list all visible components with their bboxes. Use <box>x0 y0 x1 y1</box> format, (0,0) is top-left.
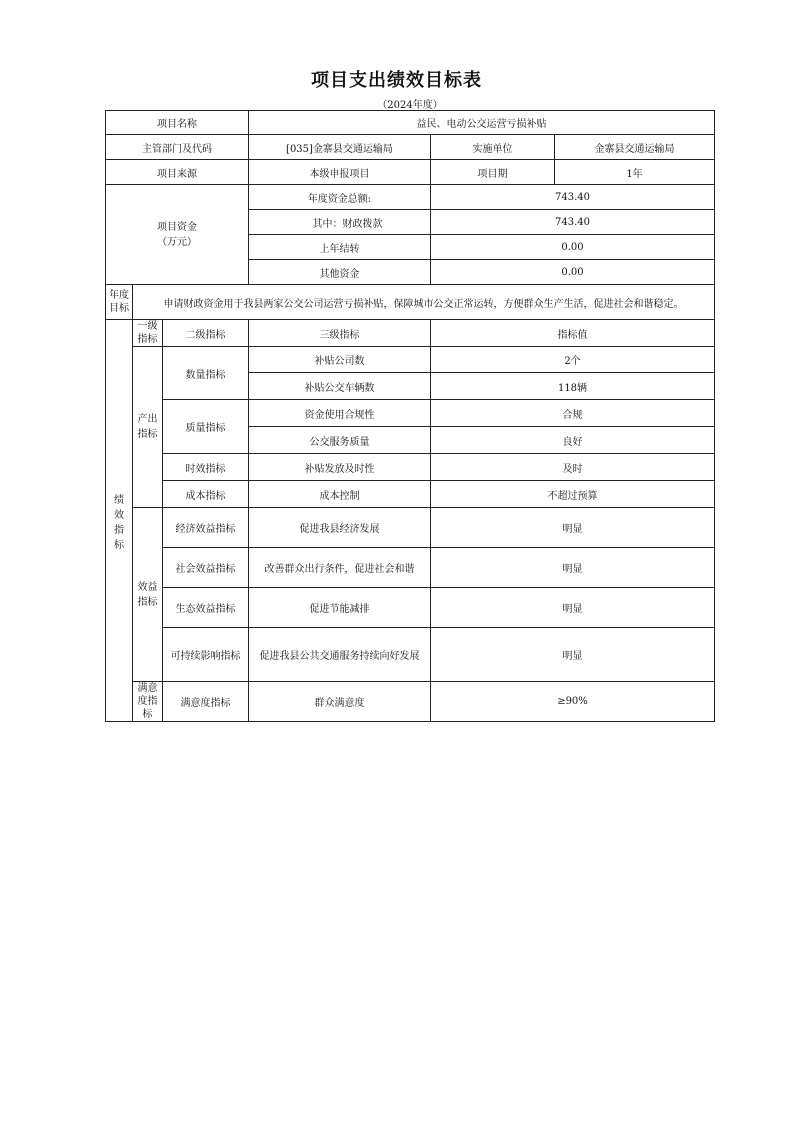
project-funds-label-line1: 项目资金 <box>157 221 197 233</box>
other-funds-label: 其他资金 <box>249 260 431 285</box>
social-benefit-label: 社会效益指标 <box>163 548 249 588</box>
cost-indicators-label: 成本指标 <box>163 481 249 508</box>
source-row <box>106 160 715 185</box>
indicator-name: 公交服务质量 <box>249 427 431 454</box>
indicator-value: 合规 <box>431 400 715 427</box>
indicator-value: 明显 <box>431 588 715 628</box>
indicator-value: ≥90% <box>431 682 715 722</box>
economic-benefit-label: 经济效益指标 <box>163 508 249 548</box>
annual-goal-label-line1: 年度 <box>109 290 129 301</box>
department-value: [035]金寨县交通运输局 <box>249 135 431 160</box>
annual-total-value: 743.40 <box>431 185 715 210</box>
other-funds-value: 0.00 <box>431 260 715 285</box>
annual-goal-label <box>106 285 133 320</box>
performance-target-table <box>105 110 715 722</box>
indicator-value: 明显 <box>431 508 715 548</box>
level1-header-line1: 一级 <box>137 321 158 332</box>
annual-goal-label-line2: 目标 <box>109 303 129 314</box>
indicator-name: 促进节能减排 <box>249 588 431 628</box>
sustainability-label: 可持续影响指标 <box>163 628 249 682</box>
indicator-name: 补贴公司数 <box>249 347 431 373</box>
indicator-value: 及时 <box>431 454 715 481</box>
indicator-value: 明显 <box>431 548 715 588</box>
indicator-name: 补贴公交车辆数 <box>249 373 431 400</box>
carryover-value: 0.00 <box>431 235 715 260</box>
project-name-row <box>106 111 715 135</box>
implementing-unit-value: 金寨县交通运输局 <box>555 135 715 160</box>
benefit-indicators-label <box>133 508 163 682</box>
ecological-benefit-label: 生态效益指标 <box>163 588 249 628</box>
annual-total-label: 年度资金总额: <box>249 185 431 210</box>
level2-header: 二级指标 <box>163 320 249 347</box>
implementing-unit-label: 实施单位 <box>431 135 555 160</box>
indicator-name: 促进我县经济发展 <box>249 508 431 548</box>
project-source-label: 项目来源 <box>106 160 249 185</box>
indicator-row <box>106 548 715 588</box>
project-name-label: 项目名称 <box>106 111 249 135</box>
indicator-name: 成本控制 <box>249 481 431 508</box>
project-period-label: 项目期 <box>431 160 555 185</box>
satisfaction-label-line2: 度指 <box>137 696 158 707</box>
quantity-indicators-label: 数量指标 <box>163 347 249 400</box>
annual-goal-text: 申请财政资金用于我县两家公交公司运营亏损补贴，保障城市公交正常运转，方便群众生产生活，促进社会和谐稳定。 <box>133 285 715 320</box>
satisfaction-level2-label: 满意度指标 <box>163 682 249 722</box>
department-label: 主管部门及代码 <box>106 135 249 160</box>
project-source-value: 本级申报项目 <box>249 160 431 185</box>
indicator-name: 改善群众出行条件，促进社会和谐 <box>249 548 431 588</box>
indicator-value: 良好 <box>431 427 715 454</box>
indicator-value: 2个 <box>431 347 715 373</box>
indicator-header-row <box>106 320 715 347</box>
indicator-row <box>106 588 715 628</box>
performance-indicators-label <box>106 320 133 722</box>
project-name-value: 益民、电动公交运营亏损补贴 <box>249 111 715 135</box>
satisfaction-label-line3: 标 <box>142 709 153 720</box>
indicator-row <box>106 628 715 682</box>
quality-indicators-label: 质量指标 <box>163 400 249 454</box>
indicator-value: 明显 <box>431 628 715 682</box>
indicator-value: 118辆 <box>431 373 715 400</box>
performance-indicators-label-text: 绩 效 指 标 <box>114 494 124 551</box>
indicator-row <box>106 400 715 427</box>
annual-goal-row <box>106 285 715 320</box>
indicator-row <box>106 682 715 722</box>
indicator-row <box>106 508 715 548</box>
output-indicators-label-line2: 指标 <box>137 429 158 440</box>
output-indicators-label <box>133 347 163 508</box>
indicator-row <box>106 454 715 481</box>
benefit-indicators-label-line2: 指标 <box>137 596 158 608</box>
level3-header: 三级指标 <box>249 320 431 347</box>
indicator-value: 不超过预算 <box>431 481 715 508</box>
project-funds-label <box>106 185 249 285</box>
project-period-value: 1年 <box>555 160 715 185</box>
page-title: 项目支出绩效目标表 <box>311 70 482 91</box>
indicator-name: 资金使用合规性 <box>249 400 431 427</box>
fiscal-allocation-value: 743.40 <box>431 210 715 235</box>
funds-total-row <box>106 185 715 210</box>
indicator-name: 补贴发放及时性 <box>249 454 431 481</box>
department-row <box>106 135 715 160</box>
fiscal-allocation-label: 其中：财政拨款 <box>249 210 431 235</box>
satisfaction-level1-label <box>133 682 163 722</box>
level1-header-line2: 指标 <box>137 334 158 345</box>
benefit-indicators-label-line1: 效益 <box>137 581 158 593</box>
indicator-name: 促进我县公共交通服务持续向好发展 <box>249 628 431 682</box>
carryover-label: 上年结转 <box>249 235 431 260</box>
indicator-value-header: 指标值 <box>431 320 715 347</box>
output-indicators-label-line1: 产出 <box>137 414 158 425</box>
indicator-name: 群众满意度 <box>249 682 431 722</box>
indicator-row <box>106 481 715 508</box>
level1-header <box>133 320 163 347</box>
indicator-row <box>106 347 715 373</box>
satisfaction-label-line1: 满意 <box>137 683 158 694</box>
project-funds-label-line2: （万元） <box>157 236 197 248</box>
year-note: （2024年度） <box>377 100 443 111</box>
timeliness-indicators-label: 时效指标 <box>163 454 249 481</box>
